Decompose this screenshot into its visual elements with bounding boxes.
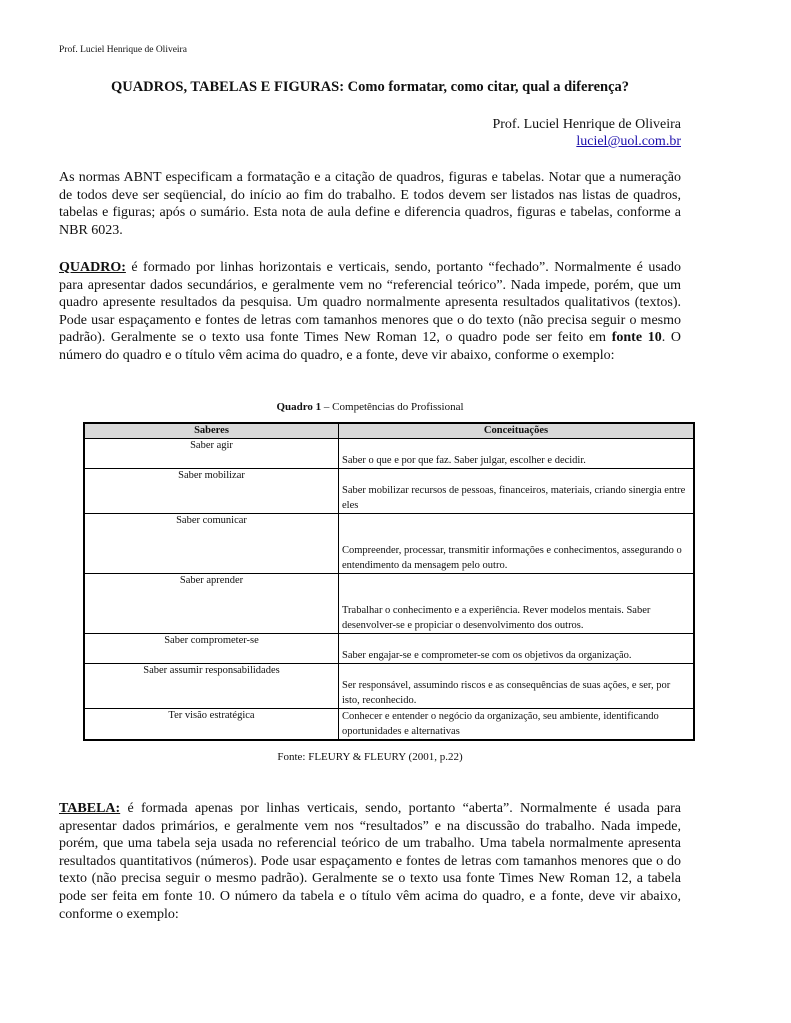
tabela-term: TABELA: [59,801,121,816]
cell-saber: Saber mobilizar [84,469,339,514]
cell-saber: Saber comprometer-se [84,634,339,664]
cell-conceito: Ser responsável, assumindo riscos e as consequências de suas ações, e ser, por isto, reconhecido. [339,664,695,709]
quadro-header-row [84,423,694,439]
cell-conceito: Saber mobilizar recursos de pessoas, financeiros, materiais, criando sinergia entre eles [339,469,695,514]
author-name: Prof. Luciel Henrique de Oliveira [492,117,681,132]
table-row [84,709,694,741]
table-row [84,664,694,709]
author-email-link[interactable]: luciel@uol.com.br [576,134,681,149]
cell-saber: Saber assumir responsabilidades [84,664,339,709]
cell-conceito: Saber engajar-se e comprometer-se com os objetivos da organização. [339,634,695,664]
tabela-paragraph [59,800,681,923]
author-block [492,116,681,150]
cell-saber: Ter visão estratégica [84,709,339,741]
cell-conceito: Compreender, processar, transmitir informações e conhecimentos, assegurando o entendimento da mensagem pelo outro. [339,514,695,574]
table-row [84,634,694,664]
cell-saber: Saber agir [84,439,339,469]
quadro-bold-text: fonte 10 [611,330,662,346]
cell-conceito: Conhecer e entender o negócio da organização, seu ambiente, identificando oportunidades e alternativas [339,709,695,741]
table-row [84,469,694,514]
header-conceituacoes: Conceituações [339,423,695,439]
quadro-table [83,422,695,741]
intro-paragraph: As normas ABNT especificam a formatação e a citação de quadros, figuras e tabelas. Notar que a numeração de todos deve ser seqüencial, do início ao fim do trabalho. E todos devem ser listados nas listas de quadros, tabelas e figuras; após o sumário. Esta nota de aula define e diferencia quadros, figuras e tabelas, conforme a NBR 6023. [59,170,681,238]
cell-saber: Saber aprender [84,574,339,634]
quadro-paragraph [59,259,681,365]
table-row [84,439,694,469]
running-header: Prof. Luciel Henrique de Oliveira [59,45,187,55]
quadro-caption [59,401,681,413]
tabela-text: é formada apenas por linhas verticais, sendo, portanto “aberta”. Normalmente é usada para apresentar dados primários, e geralmente vem nos “resultados” e na discussão do trabalho. Nada impede, porém, que uma tabela seja usada no referencial teórico de um trabalho. Uma tabela normalmente apresenta resultados quantitativos (números). Pode usar espaçamento e fontes de letras com tamanhos menores que o do texto (não precisa seguir o mesmo padrão). Geralmente se o texto usa fonte Times New Roman 12, a tabela pode ser feita em fonte 10. O número da tabela e o título vêm acima do quadro, e a fonte, deve vir abaixo, conforme o exemplo: [59,801,681,922]
quadro-caption-text: – Competências do Profissional [321,401,464,413]
quadro-source: Fonte: FLEURY & FLEURY (2001, p.22) [277,751,463,763]
cell-conceito: Saber o que e por que faz. Saber julgar, escolher e decidir. [339,439,695,469]
table-row [84,574,694,634]
header-saberes: Saberes [84,423,339,439]
quadro-text-a: é formado por linhas horizontais e verticais, sendo, portanto “fechado”. Normalmente é usado para apresentar dados secundários, e geralmente vem no “referencial teórico”. Nada impede, porém, que um quadro apresente resultados da pesquisa. Um quadro normalmente apresenta resultados qualitativos (textos). Pode usar espaçamento e fontes de letras com tamanhos menores que o do texto (não precisa seguir o mesmo padrão). Geralmente se o texto usa fonte Times New Roman 12, o quadro pode ser feito em [59,260,681,346]
cell-conceito: Trabalhar o conhecimento e a experiência. Rever modelos mentais. Saber desenvolver-se e propiciar o desenvolvimento dos outros. [339,574,695,634]
document-title: QUADROS, TABELAS E FIGURAS: Como formatar, como citar, qual a diferença? [110,79,630,95]
quadro-term: QUADRO: [59,260,126,275]
cell-saber: Saber comunicar [84,514,339,574]
table-row [84,514,694,574]
quadro-text-b: . O número do quadro e o título vêm acima do quadro, e a fonte, deve vir abaixo, conforme o exemplo: [59,330,681,363]
quadro-caption-number: Quadro 1 [276,401,322,413]
